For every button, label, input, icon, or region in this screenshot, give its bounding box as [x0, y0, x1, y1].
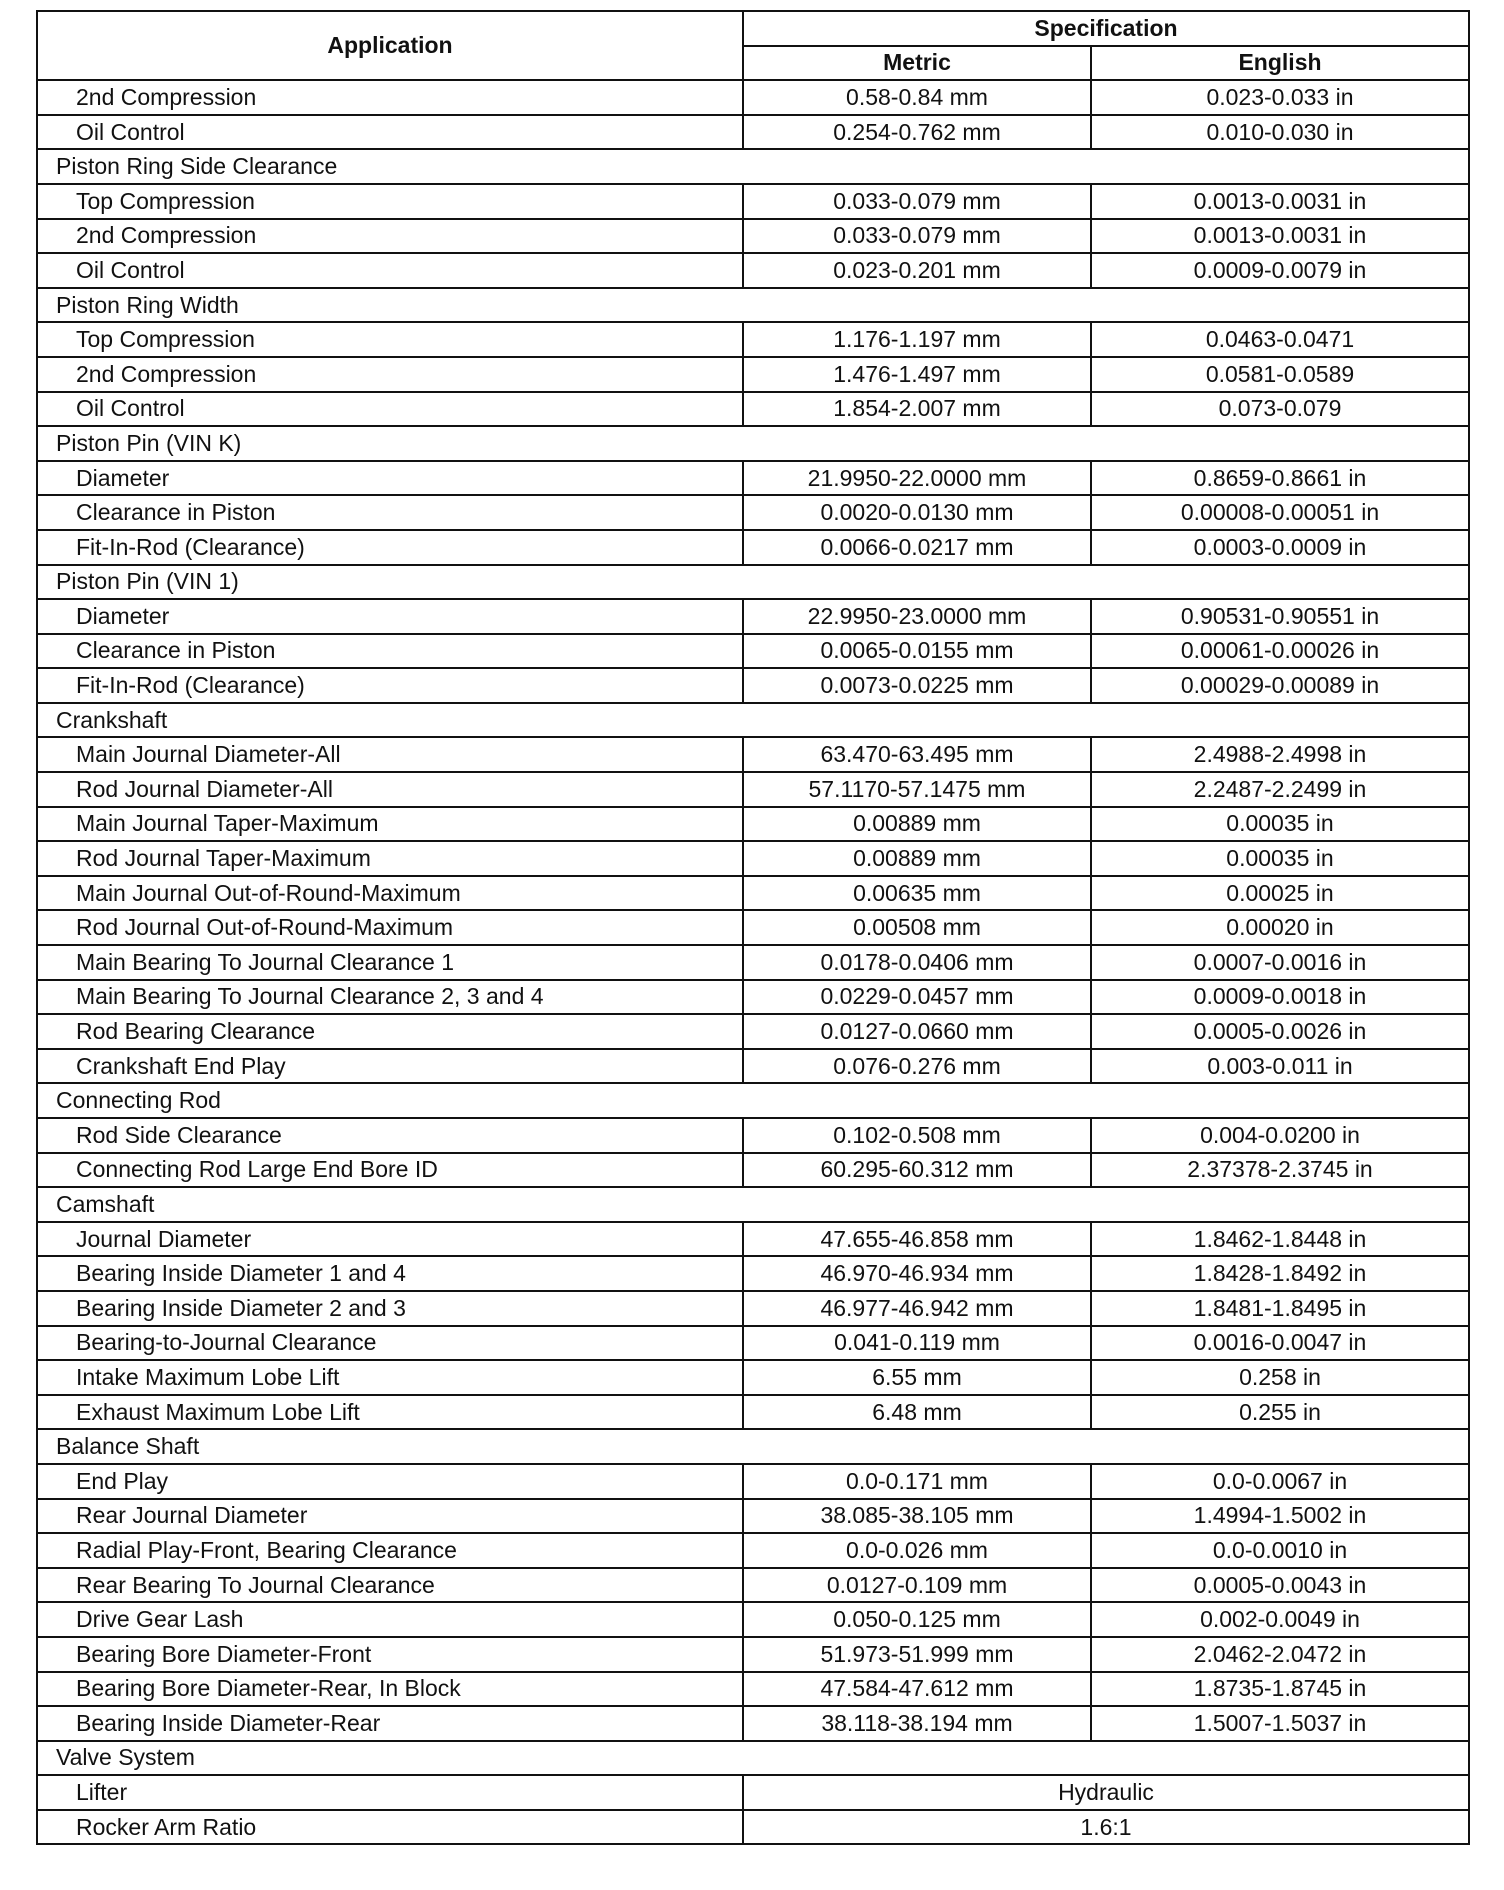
application-cell: 2nd Compression [37, 219, 743, 254]
section-label: Piston Pin (VIN 1) [37, 565, 1469, 600]
english-cell: 0.0005-0.0043 in [1091, 1568, 1469, 1603]
application-cell: Clearance in Piston [37, 495, 743, 530]
metric-cell: 0.0-0.171 mm [743, 1464, 1091, 1499]
section-label: Connecting Rod [37, 1083, 1469, 1118]
metric-cell: 0.00889 mm [743, 841, 1091, 876]
table-row [37, 668, 1469, 703]
section-row [37, 288, 1469, 323]
table-row [37, 392, 1469, 427]
section-row [37, 565, 1469, 600]
metric-cell: 60.295-60.312 mm [743, 1153, 1091, 1188]
table-row [37, 1256, 1469, 1291]
table-row [37, 1810, 1469, 1845]
english-cell: 2.2487-2.2499 in [1091, 772, 1469, 807]
table-row [37, 1360, 1469, 1395]
application-header: Application [37, 11, 743, 80]
metric-cell: 1.176-1.197 mm [743, 322, 1091, 357]
metric-cell: 0.041-0.119 mm [743, 1326, 1091, 1361]
table-row [37, 737, 1469, 772]
table-row [37, 1395, 1469, 1430]
table-row [37, 115, 1469, 150]
application-cell: Rocker Arm Ratio [37, 1810, 743, 1845]
metric-cell: 0.050-0.125 mm [743, 1602, 1091, 1637]
application-cell: Top Compression [37, 322, 743, 357]
english-cell: 0.023-0.033 in [1091, 80, 1469, 115]
table-row [37, 1326, 1469, 1361]
table-row [37, 1222, 1469, 1257]
metric-cell: 0.0065-0.0155 mm [743, 634, 1091, 669]
metric-cell: 0.0020-0.0130 mm [743, 495, 1091, 530]
english-header: English [1091, 46, 1469, 81]
table-row [37, 1706, 1469, 1741]
section-label: Piston Ring Width [37, 288, 1469, 323]
application-cell: Oil Control [37, 392, 743, 427]
application-cell: 2nd Compression [37, 357, 743, 392]
application-cell: Oil Control [37, 115, 743, 150]
table-row [37, 530, 1469, 565]
application-cell: Bearing Inside Diameter 2 and 3 [37, 1291, 743, 1326]
application-cell: Rear Bearing To Journal Clearance [37, 1568, 743, 1603]
section-row [37, 1741, 1469, 1776]
table-row [37, 322, 1469, 357]
english-cell: 0.0581-0.0589 [1091, 357, 1469, 392]
metric-cell: 1.476-1.497 mm [743, 357, 1091, 392]
application-cell: Fit-In-Rod (Clearance) [37, 668, 743, 703]
table-row [37, 461, 1469, 496]
table-row [37, 599, 1469, 634]
metric-cell: 0.254-0.762 mm [743, 115, 1091, 150]
application-cell: Top Compression [37, 184, 743, 219]
metric-cell: 0.0066-0.0217 mm [743, 530, 1091, 565]
section-label: Valve System [37, 1741, 1469, 1776]
table-row [37, 184, 1469, 219]
application-cell: Bearing Bore Diameter-Rear, In Block [37, 1672, 743, 1707]
application-cell: Bearing Inside Diameter-Rear [37, 1706, 743, 1741]
table-row [37, 1464, 1469, 1499]
table-row [37, 1291, 1469, 1326]
english-cell: 0.0016-0.0047 in [1091, 1326, 1469, 1361]
metric-cell: 0.0073-0.0225 mm [743, 668, 1091, 703]
metric-cell: 0.00508 mm [743, 910, 1091, 945]
table-row [37, 1049, 1469, 1084]
table-row [37, 495, 1469, 530]
application-cell: Main Journal Out-of-Round-Maximum [37, 876, 743, 911]
application-cell: Oil Control [37, 253, 743, 288]
application-cell: Lifter [37, 1775, 743, 1810]
table-row [37, 980, 1469, 1015]
application-cell: End Play [37, 1464, 743, 1499]
metric-cell: 38.085-38.105 mm [743, 1499, 1091, 1534]
metric-cell: 47.655-46.858 mm [743, 1222, 1091, 1257]
metric-cell: 0.033-0.079 mm [743, 219, 1091, 254]
application-cell: Bearing Bore Diameter-Front [37, 1637, 743, 1672]
english-cell: 1.4994-1.5002 in [1091, 1499, 1469, 1534]
english-cell: 0.004-0.0200 in [1091, 1118, 1469, 1153]
english-cell: 1.8428-1.8492 in [1091, 1256, 1469, 1291]
table-row [37, 1602, 1469, 1637]
table-row [37, 1014, 1469, 1049]
english-cell: 0.010-0.030 in [1091, 115, 1469, 150]
english-cell: 1.8481-1.8495 in [1091, 1291, 1469, 1326]
metric-cell: 0.0229-0.0457 mm [743, 980, 1091, 1015]
english-cell: 0.255 in [1091, 1395, 1469, 1430]
application-cell: 2nd Compression [37, 80, 743, 115]
specification-table [36, 10, 1470, 1845]
header-row-top [37, 11, 1469, 46]
application-cell: Intake Maximum Lobe Lift [37, 1360, 743, 1395]
metric-cell: 0.0178-0.0406 mm [743, 945, 1091, 980]
table-row [37, 910, 1469, 945]
table-row [37, 1533, 1469, 1568]
application-cell: Rod Journal Diameter-All [37, 772, 743, 807]
application-cell: Fit-In-Rod (Clearance) [37, 530, 743, 565]
application-cell: Diameter [37, 461, 743, 496]
application-cell: Crankshaft End Play [37, 1049, 743, 1084]
metric-cell: 0.58-0.84 mm [743, 80, 1091, 115]
english-cell: 0.00029-0.00089 in [1091, 668, 1469, 703]
table-row [37, 1568, 1469, 1603]
metric-cell: 22.9950-23.0000 mm [743, 599, 1091, 634]
application-cell: Main Journal Diameter-All [37, 737, 743, 772]
english-cell: 0.00035 in [1091, 841, 1469, 876]
section-label: Balance Shaft [37, 1429, 1469, 1464]
application-cell: Clearance in Piston [37, 634, 743, 669]
specification-cell: 1.6:1 [743, 1810, 1469, 1845]
application-cell: Drive Gear Lash [37, 1602, 743, 1637]
table-row [37, 357, 1469, 392]
english-cell: 0.90531-0.90551 in [1091, 599, 1469, 634]
english-cell: 0.00020 in [1091, 910, 1469, 945]
english-cell: 0.258 in [1091, 1360, 1469, 1395]
section-row [37, 426, 1469, 461]
english-cell: 0.8659-0.8661 in [1091, 461, 1469, 496]
metric-cell: 0.033-0.079 mm [743, 184, 1091, 219]
section-row [37, 149, 1469, 184]
application-cell: Journal Diameter [37, 1222, 743, 1257]
metric-cell: 0.102-0.508 mm [743, 1118, 1091, 1153]
table-row [37, 876, 1469, 911]
section-label: Piston Ring Side Clearance [37, 149, 1469, 184]
section-row [37, 703, 1469, 738]
english-cell: 0.0003-0.0009 in [1091, 530, 1469, 565]
english-cell: 0.0013-0.0031 in [1091, 219, 1469, 254]
section-label: Camshaft [37, 1187, 1469, 1222]
english-cell: 0.073-0.079 [1091, 392, 1469, 427]
application-cell: Bearing Inside Diameter 1 and 4 [37, 1256, 743, 1291]
section-row [37, 1083, 1469, 1118]
english-cell: 2.37378-2.3745 in [1091, 1153, 1469, 1188]
english-cell: 0.0-0.0067 in [1091, 1464, 1469, 1499]
table-row [37, 1118, 1469, 1153]
english-cell: 0.00025 in [1091, 876, 1469, 911]
application-cell: Rod Side Clearance [37, 1118, 743, 1153]
table-row [37, 841, 1469, 876]
application-cell: Bearing-to-Journal Clearance [37, 1326, 743, 1361]
application-cell: Connecting Rod Large End Bore ID [37, 1153, 743, 1188]
english-cell: 0.0463-0.0471 [1091, 322, 1469, 357]
table-row [37, 1153, 1469, 1188]
metric-cell: 0.00635 mm [743, 876, 1091, 911]
table-body [37, 80, 1469, 1844]
metric-cell: 63.470-63.495 mm [743, 737, 1091, 772]
application-cell: Main Bearing To Journal Clearance 2, 3 and 4 [37, 980, 743, 1015]
application-cell: Rod Bearing Clearance [37, 1014, 743, 1049]
section-label: Piston Pin (VIN K) [37, 426, 1469, 461]
table-row [37, 1637, 1469, 1672]
metric-header: Metric [743, 46, 1091, 81]
metric-cell: 0.0-0.026 mm [743, 1533, 1091, 1568]
english-cell: 0.0013-0.0031 in [1091, 184, 1469, 219]
english-cell: 0.0009-0.0079 in [1091, 253, 1469, 288]
english-cell: 0.0005-0.0026 in [1091, 1014, 1469, 1049]
english-cell: 0.0009-0.0018 in [1091, 980, 1469, 1015]
table-row [37, 945, 1469, 980]
section-label: Crankshaft [37, 703, 1469, 738]
english-cell: 1.8735-1.8745 in [1091, 1672, 1469, 1707]
english-cell: 2.0462-2.0472 in [1091, 1637, 1469, 1672]
metric-cell: 0.0127-0.0660 mm [743, 1014, 1091, 1049]
table-row [37, 253, 1469, 288]
english-cell: 0.0-0.0010 in [1091, 1533, 1469, 1568]
metric-cell: 21.9950-22.0000 mm [743, 461, 1091, 496]
table-header [37, 11, 1469, 80]
section-row [37, 1187, 1469, 1222]
metric-cell: 38.118-38.194 mm [743, 1706, 1091, 1741]
metric-cell: 0.023-0.201 mm [743, 253, 1091, 288]
table-row [37, 807, 1469, 842]
table-row [37, 1672, 1469, 1707]
application-cell: Main Journal Taper-Maximum [37, 807, 743, 842]
application-cell: Main Bearing To Journal Clearance 1 [37, 945, 743, 980]
application-cell: Rear Journal Diameter [37, 1499, 743, 1534]
specification-cell: Hydraulic [743, 1775, 1469, 1810]
table-row [37, 634, 1469, 669]
english-cell: 0.00008-0.00051 in [1091, 495, 1469, 530]
section-row [37, 1429, 1469, 1464]
metric-cell: 0.0127-0.109 mm [743, 1568, 1091, 1603]
metric-cell: 0.076-0.276 mm [743, 1049, 1091, 1084]
table-row [37, 772, 1469, 807]
table-row [37, 1499, 1469, 1534]
application-cell: Rod Journal Taper-Maximum [37, 841, 743, 876]
application-cell: Diameter [37, 599, 743, 634]
english-cell: 1.8462-1.8448 in [1091, 1222, 1469, 1257]
english-cell: 0.0007-0.0016 in [1091, 945, 1469, 980]
metric-cell: 0.00889 mm [743, 807, 1091, 842]
metric-cell: 47.584-47.612 mm [743, 1672, 1091, 1707]
table-row [37, 80, 1469, 115]
specification-header: Specification [743, 11, 1469, 46]
application-cell: Exhaust Maximum Lobe Lift [37, 1395, 743, 1430]
metric-cell: 51.973-51.999 mm [743, 1637, 1091, 1672]
metric-cell: 1.854-2.007 mm [743, 392, 1091, 427]
english-cell: 0.002-0.0049 in [1091, 1602, 1469, 1637]
metric-cell: 6.48 mm [743, 1395, 1091, 1430]
metric-cell: 57.1170-57.1475 mm [743, 772, 1091, 807]
english-cell: 0.003-0.011 in [1091, 1049, 1469, 1084]
english-cell: 0.00061-0.00026 in [1091, 634, 1469, 669]
table-row [37, 1775, 1469, 1810]
english-cell: 2.4988-2.4998 in [1091, 737, 1469, 772]
application-cell: Radial Play-Front, Bearing Clearance [37, 1533, 743, 1568]
metric-cell: 6.55 mm [743, 1360, 1091, 1395]
table-row [37, 219, 1469, 254]
application-cell: Rod Journal Out-of-Round-Maximum [37, 910, 743, 945]
metric-cell: 46.977-46.942 mm [743, 1291, 1091, 1326]
metric-cell: 46.970-46.934 mm [743, 1256, 1091, 1291]
english-cell: 1.5007-1.5037 in [1091, 1706, 1469, 1741]
english-cell: 0.00035 in [1091, 807, 1469, 842]
